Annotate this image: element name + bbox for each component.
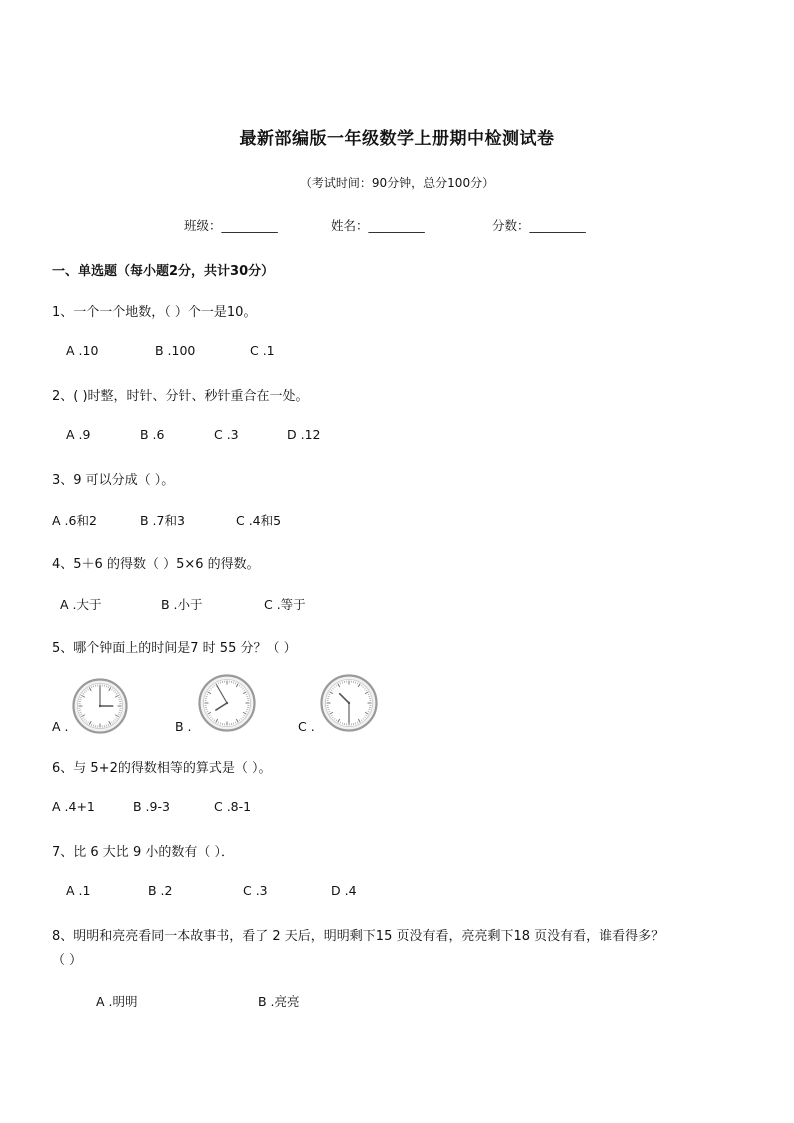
q7-option-d[interactable]: D .4 xyxy=(331,883,357,898)
q5-option-c[interactable]: C . xyxy=(298,719,315,734)
q5-option-a[interactable]: A . xyxy=(52,719,69,734)
q8-option-b[interactable]: B .亮亮 xyxy=(258,994,300,1009)
q6-option-a[interactable]: A .4+1 xyxy=(52,799,95,814)
section-title: 一、单选题（每小题2分，共计30分） xyxy=(52,264,275,279)
q2-option-c[interactable]: C .3 xyxy=(214,427,239,442)
q3-option-a[interactable]: A .6和2 xyxy=(52,513,97,528)
q7-option-a[interactable]: A .1 xyxy=(66,883,91,898)
q2-option-b[interactable]: B .6 xyxy=(140,427,165,442)
clock-a[interactable] xyxy=(72,678,128,734)
q3-option-b[interactable]: B .7和3 xyxy=(140,513,185,528)
q7-option-b[interactable]: B .2 xyxy=(148,883,173,898)
q5-option-b[interactable]: B . xyxy=(175,719,192,734)
class-field: 班级：_________ xyxy=(184,218,278,233)
q6-option-b[interactable]: B .9-3 xyxy=(133,799,170,814)
exam-subtitle: （考试时间：90分钟，总分100分） xyxy=(299,176,495,190)
q4-option-c[interactable]: C .等于 xyxy=(264,597,306,612)
page-title: 最新部编版一年级数学上册期中检测试卷 xyxy=(239,129,555,149)
question-8-blank: （ ） xyxy=(52,953,83,968)
question-2: 2、( )时整，时针、分针、秒针重合在一处。 xyxy=(52,389,309,404)
question-8: 8、明明和亮亮看同一本故事书，看了 2 天后，明明剩下15 页没有看，亮亮剩下18 页没有看，谁看得多？ xyxy=(52,929,665,944)
question-3: 3、9 可以分成（ ）。 xyxy=(52,473,175,488)
score-field: 分数：_________ xyxy=(492,218,586,233)
clock-center xyxy=(348,702,350,704)
q4-option-b[interactable]: B .小于 xyxy=(161,597,203,612)
name-field: 姓名：_________ xyxy=(331,218,425,233)
q3-option-c[interactable]: C .4和5 xyxy=(236,513,282,528)
clock-b[interactable] xyxy=(198,674,256,732)
q1-option-a[interactable]: A .10 xyxy=(66,343,99,358)
clock-c[interactable] xyxy=(320,674,378,732)
question-6: 6、与 5+2的得数相等的算式是（ ）。 xyxy=(52,761,272,776)
q4-option-a[interactable]: A .大于 xyxy=(60,597,102,612)
clock-center xyxy=(99,705,101,707)
q7-option-c[interactable]: C .3 xyxy=(243,883,268,898)
clock-center xyxy=(226,702,228,704)
q6-option-c[interactable]: C .8-1 xyxy=(214,799,252,814)
question-4: 4、5＋6 的得数（ ）5×6 的得数。 xyxy=(52,557,260,572)
q2-option-d[interactable]: D .12 xyxy=(287,427,321,442)
question-5: 5、哪个钟面上的时间是7 时 55 分？（ ） xyxy=(52,641,297,656)
q8-option-a[interactable]: A .明明 xyxy=(96,994,138,1009)
question-7: 7、比 6 大比 9 小的数有（ ）． xyxy=(52,845,234,860)
question-1: 1、一个一个地数，（ ）个一是10。 xyxy=(52,305,257,320)
q1-option-b[interactable]: B .100 xyxy=(155,343,196,358)
q2-option-a[interactable]: A .9 xyxy=(66,427,91,442)
q1-option-c[interactable]: C .1 xyxy=(250,343,275,358)
